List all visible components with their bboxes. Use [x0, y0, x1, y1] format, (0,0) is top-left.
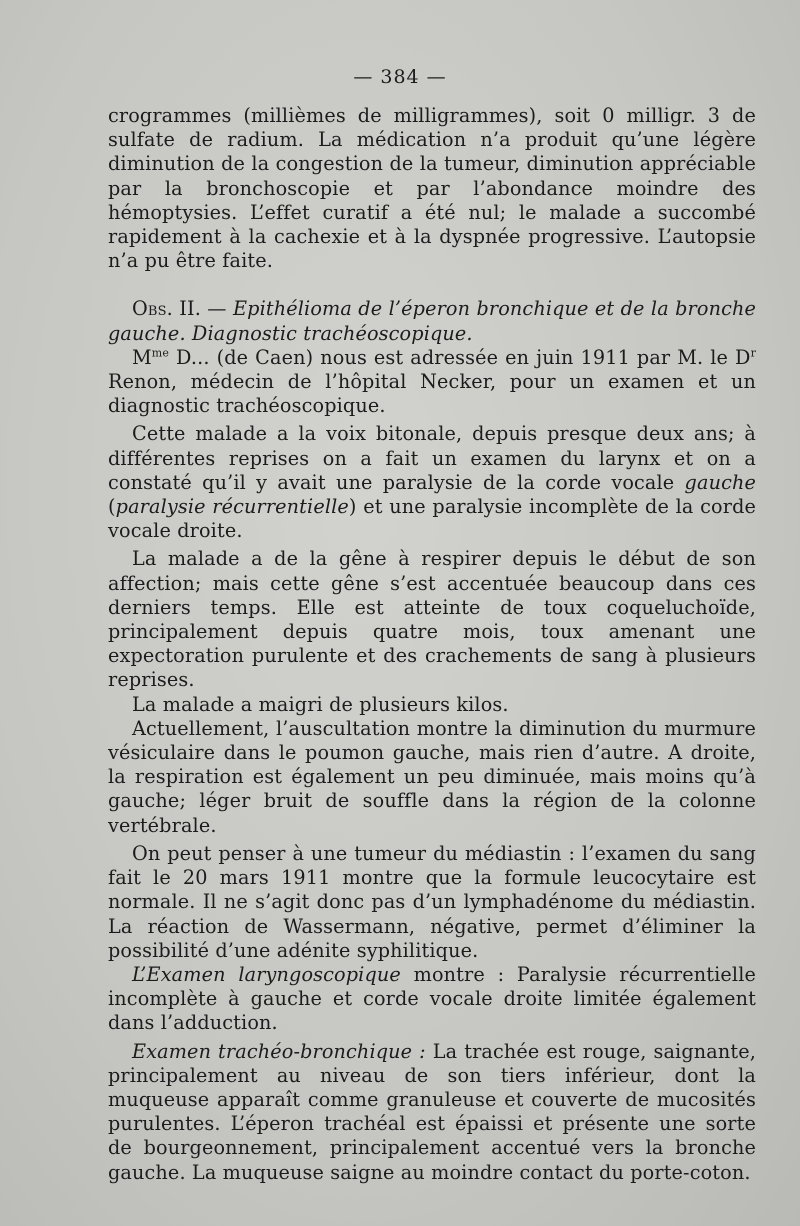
- body-text: [108, 104, 756, 1185]
- observation-title: Epithélioma de l’éperon bronchique et de la bronche gauche. Diagnostic trachéoscopique.: [108, 297, 757, 345]
- paragraph-radium-treatment: crogrammes (millièmes de milligrammes), soit 0 milligr. 3 de sulfate de radium. La médication n’a produit qu’une légère diminution de la congestion de la tumeur, diminution appréciable par la bronchoscopie et par l’abondance moindre des hémoptysies. L’effet curatif a été nul; le malade a succombé rapidement à la cachexie et à la dyspnée progressive. L’autopsie n’a pu être faite.: [108, 104, 756, 273]
- paragraph-breathing: La malade a de la gêne à respirer depuis le début de son affection; mais cette gêne s’est accentuée beaucoup dans ces derniers temps. Elle est atteinte de toux coqueluchoïde, principalement depuis quatre mois, toux amenant une expectoration purulente et des crachements de sang à plusieurs reprises.: [108, 547, 756, 692]
- paragraph-mediastinum: On peut penser à une tumeur du médiastin : l’examen du sang fait le 20 mars 1911 montre que la formule leucocytaire est normale. Il ne s’agit donc pas d’un lymphadénome du médiastin. La réaction de Wassermann, négative, permet d’éliminer la possibilité d’une adénite syphilitique.: [108, 841, 756, 962]
- page-number: — 384 —: [353, 66, 447, 88]
- paragraph-weight: La malade a maigri de plusieurs kilos.: [132, 692, 509, 716]
- paragraph-voice: Cette malade a la voix bitonale, depuis presque deux ans; à différentes reprises on a fait un examen du larynx et on a constaté qu’il y avait une paralysie de la corde vocale gauche (paralysie récurrentielle) et une paralysie incomplète de la corde vocale droite.: [108, 422, 757, 543]
- paragraph-tracheobronchial: Examen trachéo-bronchique : La trachée est rouge, saignante, principalement au niveau de son tiers inférieur, dont la muqueuse apparaît comme granuleuse et couverte de mucosités purulentes. L’éperon trachéal est épaissi et présente une sorte de bourgeonnement, principalement accentué vers la bronche gauche. La muqueuse saigne au moindre contact du porte-coton.: [108, 1039, 756, 1184]
- paragraph-patient-referral: $M^{me}$ D... (de Caen) nous est adressée en juin 1911 par M. le $D^r$ Renon, médecin de l’hôpital Necker, pour un examen et un diagnostic trachéoscopique.: [108, 345, 756, 418]
- paragraph-auscultation: Actuellement, l’auscultation montre la diminution du murmure vésiculaire dans le poumon gauche, mais rien d’autre. A droite, la respiration est également un peu diminuée, mais moins qu’à gauche; léger bruit de souffle dans la région de la colonne vertébrale.: [108, 716, 756, 837]
- paragraph-laryngoscopy: L’Examen laryngoscopique montre : Paralysie récurrentielle incomplète à gauche et corde vocale droite limitée également dans l’adduction.: [108, 962, 756, 1035]
- observation-heading: [108, 297, 756, 345]
- observation-label: Obs. II. —: [132, 297, 227, 321]
